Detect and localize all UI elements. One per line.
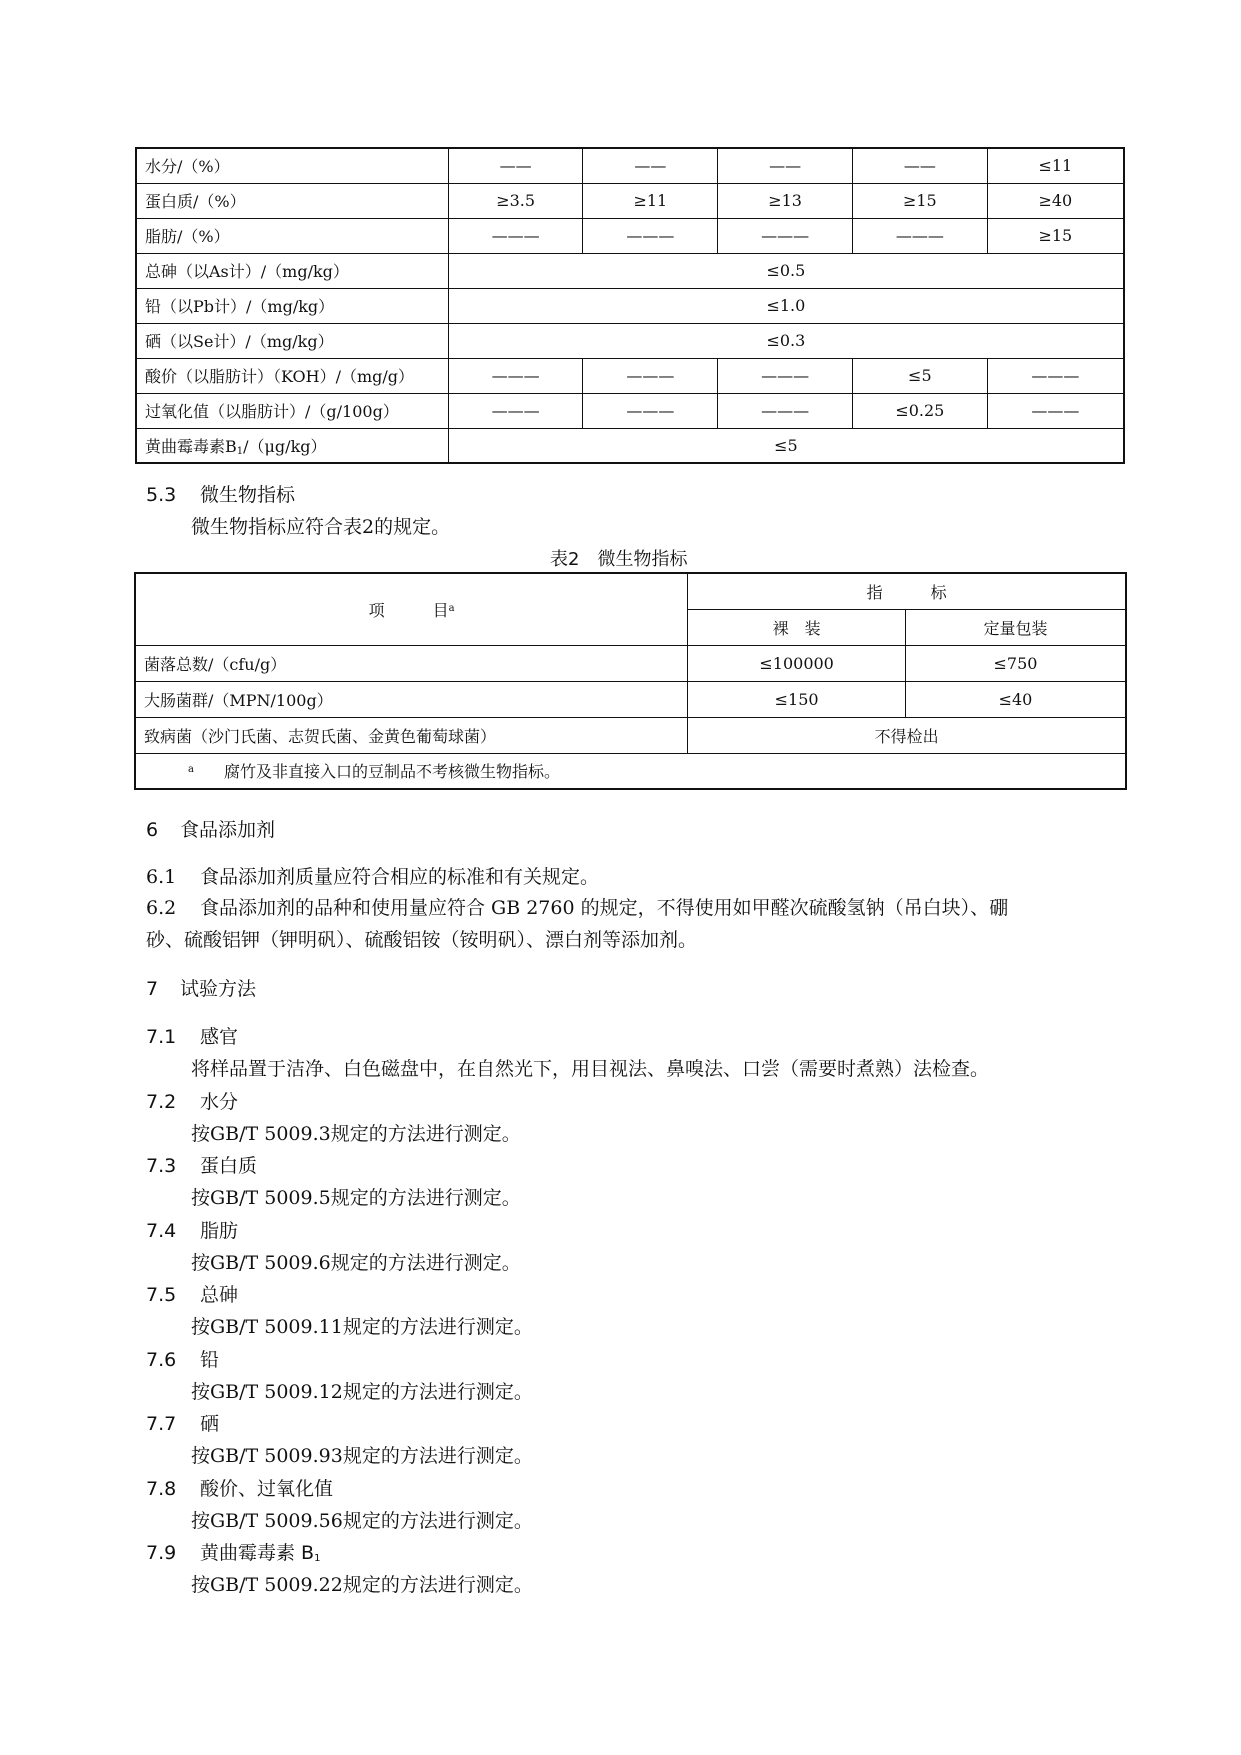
paragraph: 按GB/T 5009.93规定的方法进行测定。 <box>191 1445 533 1467</box>
row-label: 蛋白质/（%） <box>136 183 448 218</box>
table-cell: ≥13 <box>718 183 853 218</box>
table-cell: ≤11 <box>987 148 1124 183</box>
section-title: 试验方法 <box>180 978 257 1000</box>
section-heading-7-7 <box>146 1409 219 1436</box>
quality-index-table <box>135 147 1125 464</box>
paragraph: 按GB/T 5009.12规定的方法进行测定。 <box>191 1381 533 1403</box>
footnote-marker: a <box>448 602 455 614</box>
table-caption: 表2 微生物指标 <box>550 549 688 570</box>
section-heading-7-9 <box>146 1538 320 1565</box>
label-text: 黄曲霉毒素B <box>145 436 237 456</box>
table-cell: ——— <box>718 393 853 428</box>
label-subscript: 1 <box>236 445 244 457</box>
table-cell: ——— <box>987 393 1124 428</box>
table-row <box>136 428 1124 463</box>
row-label: 硒（以Se计）/（mg/kg） <box>136 323 448 358</box>
section-number: 7 <box>146 978 159 1000</box>
title-subscript: 1 <box>314 1553 321 1564</box>
section-number: 6.1 <box>146 866 177 888</box>
table-row <box>136 393 1124 428</box>
section-number: 6 <box>146 819 159 841</box>
section-heading-7-4 <box>146 1216 238 1243</box>
table-cell: —— <box>448 148 583 183</box>
table-cell: ≥3.5 <box>448 183 583 218</box>
table-cell: ——— <box>987 358 1124 393</box>
paragraph-6-1 <box>146 862 599 889</box>
header-item-label: 项 目 <box>368 600 449 620</box>
table-cell: ——— <box>448 393 583 428</box>
merged-cell: ≤1.0 <box>448 288 1124 323</box>
table-cell: —— <box>852 148 987 183</box>
section-title: 硒 <box>200 1413 220 1435</box>
table-row <box>136 183 1124 218</box>
section-number: 7.3 <box>146 1155 177 1177</box>
row-label: 水分/（%） <box>136 148 448 183</box>
section-title: 食品添加剂 <box>180 819 276 841</box>
section-title: 蛋白质 <box>200 1155 258 1177</box>
paragraph: 将样品置于洁净、白色磁盘中，在自然光下，用目视法、鼻嗅法、口尝（需要时煮熟）法检查。 <box>191 1058 990 1080</box>
table-row <box>136 218 1124 253</box>
table-row <box>135 681 1126 717</box>
header-col-packaged: 定量包装 <box>905 609 1126 645</box>
section-title: 总砷 <box>200 1284 239 1306</box>
table-cell: ≥15 <box>852 183 987 218</box>
paragraph-6-2-cont: 砂、硫酸铝钾（钾明矾）、硫酸铝铵（铵明矾）、漂白剂等添加剂。 <box>146 929 698 951</box>
row-label: 脂肪/（%） <box>136 218 448 253</box>
section-number: 7.8 <box>146 1478 177 1500</box>
table-cell: ≤0.25 <box>852 393 987 428</box>
table-cell: ≤5 <box>852 358 987 393</box>
paragraph-text: 食品添加剂的品种和使用量应符合 GB 2760 的规定，不得使用如甲醛次硫酸氢钠（吊白块）、硼 <box>200 897 1009 919</box>
table-row <box>136 148 1124 183</box>
footnote-text: 腐竹及非直接入口的豆制品不考核微生物指标。 <box>223 762 560 782</box>
microbiology-table <box>134 572 1127 790</box>
table-cell: ——— <box>852 218 987 253</box>
table-cell: —— <box>718 148 853 183</box>
paragraph: 按GB/T 5009.3规定的方法进行测定。 <box>191 1123 521 1145</box>
row-label: 菌落总数/（cfu/g） <box>135 645 688 681</box>
section-title: 酸价、过氧化值 <box>200 1478 334 1500</box>
section-title: 黄曲霉毒素 B <box>200 1542 315 1564</box>
section-number: 7.9 <box>146 1542 177 1564</box>
paragraph-6-2 <box>146 893 1008 920</box>
section-number: 6.2 <box>146 897 177 919</box>
row-label: 酸价（以脂肪计）（KOH）/（mg/g） <box>136 358 448 393</box>
table-cell: ≥40 <box>987 183 1124 218</box>
section-heading-7-3 <box>146 1151 257 1178</box>
table-cell: ——— <box>448 358 583 393</box>
table-cell: ≥11 <box>583 183 718 218</box>
label-unit: /（μg/kg） <box>243 436 327 456</box>
table-cell: ≤40 <box>905 681 1126 717</box>
section-heading-6 <box>146 815 275 842</box>
table-row <box>135 717 1126 753</box>
table-cell: ≤100000 <box>688 645 906 681</box>
section-number: 5.3 <box>146 484 177 506</box>
header-col-bulk: 裸 装 <box>688 609 906 645</box>
table-cell: ≤750 <box>905 645 1126 681</box>
section-heading-7-2 <box>146 1087 238 1114</box>
merged-cell: 不得检出 <box>688 717 1126 753</box>
section-number: 7.4 <box>146 1220 177 1242</box>
table-row <box>135 645 1126 681</box>
section-heading-7 <box>146 974 256 1001</box>
merged-cell: ≤0.5 <box>448 253 1124 288</box>
row-label: 致病菌（沙门氏菌、志贺氏菌、金黄色葡萄球菌） <box>135 717 688 753</box>
section-title: 感官 <box>200 1026 239 1048</box>
header-item <box>135 573 688 645</box>
table-cell: ——— <box>583 218 718 253</box>
section-number: 7.2 <box>146 1091 177 1113</box>
paragraph: 微生物指标应符合表2的规定。 <box>191 516 451 538</box>
section-heading-7-5 <box>146 1280 238 1307</box>
section-heading-5-3 <box>146 480 295 507</box>
table-cell: ——— <box>718 358 853 393</box>
table-row <box>136 358 1124 393</box>
paragraph-text: 食品添加剂质量应符合相应的标准和有关规定。 <box>200 866 600 888</box>
row-label: 总砷（以As计）/（mg/kg） <box>136 253 448 288</box>
row-label: 铅（以Pb计）/（mg/kg） <box>136 288 448 323</box>
paragraph: 按GB/T 5009.56规定的方法进行测定。 <box>191 1510 533 1532</box>
table-cell: ——— <box>583 393 718 428</box>
section-heading-7-8 <box>146 1474 333 1501</box>
row-label <box>136 428 448 463</box>
section-heading-7-1 <box>146 1022 238 1049</box>
table-cell: ——— <box>448 218 583 253</box>
section-title: 微生物指标 <box>200 484 296 506</box>
table-row <box>136 253 1124 288</box>
footnote-marker: a <box>188 764 194 776</box>
section-title: 脂肪 <box>200 1220 239 1242</box>
paragraph: 按GB/T 5009.6规定的方法进行测定。 <box>191 1252 521 1274</box>
table-footnote <box>135 753 1126 789</box>
row-label: 过氧化值（以脂肪计）/（g/100g） <box>136 393 448 428</box>
section-heading-7-6 <box>146 1345 219 1372</box>
paragraph: 按GB/T 5009.5规定的方法进行测定。 <box>191 1187 521 1209</box>
paragraph: 按GB/T 5009.22规定的方法进行测定。 <box>191 1574 533 1596</box>
section-title: 水分 <box>200 1091 239 1113</box>
section-title: 铅 <box>200 1349 220 1371</box>
table-cell: ≥15 <box>987 218 1124 253</box>
section-number: 7.5 <box>146 1284 177 1306</box>
table-cell: —— <box>583 148 718 183</box>
table-cell: ——— <box>583 358 718 393</box>
merged-cell: ≤0.3 <box>448 323 1124 358</box>
row-label: 大肠菌群/（MPN/100g） <box>135 681 688 717</box>
table-cell: ——— <box>718 218 853 253</box>
table-row <box>136 323 1124 358</box>
table-footnote-row <box>135 753 1126 789</box>
table-header-row <box>135 573 1126 609</box>
table-row <box>136 288 1124 323</box>
header-index: 指 标 <box>688 573 1126 609</box>
table-cell: ≤150 <box>688 681 906 717</box>
paragraph: 按GB/T 5009.11规定的方法进行测定。 <box>191 1316 533 1338</box>
section-number: 7.7 <box>146 1413 177 1435</box>
section-number: 7.6 <box>146 1349 177 1371</box>
section-number: 7.1 <box>146 1026 177 1048</box>
merged-cell: ≤5 <box>448 428 1124 463</box>
